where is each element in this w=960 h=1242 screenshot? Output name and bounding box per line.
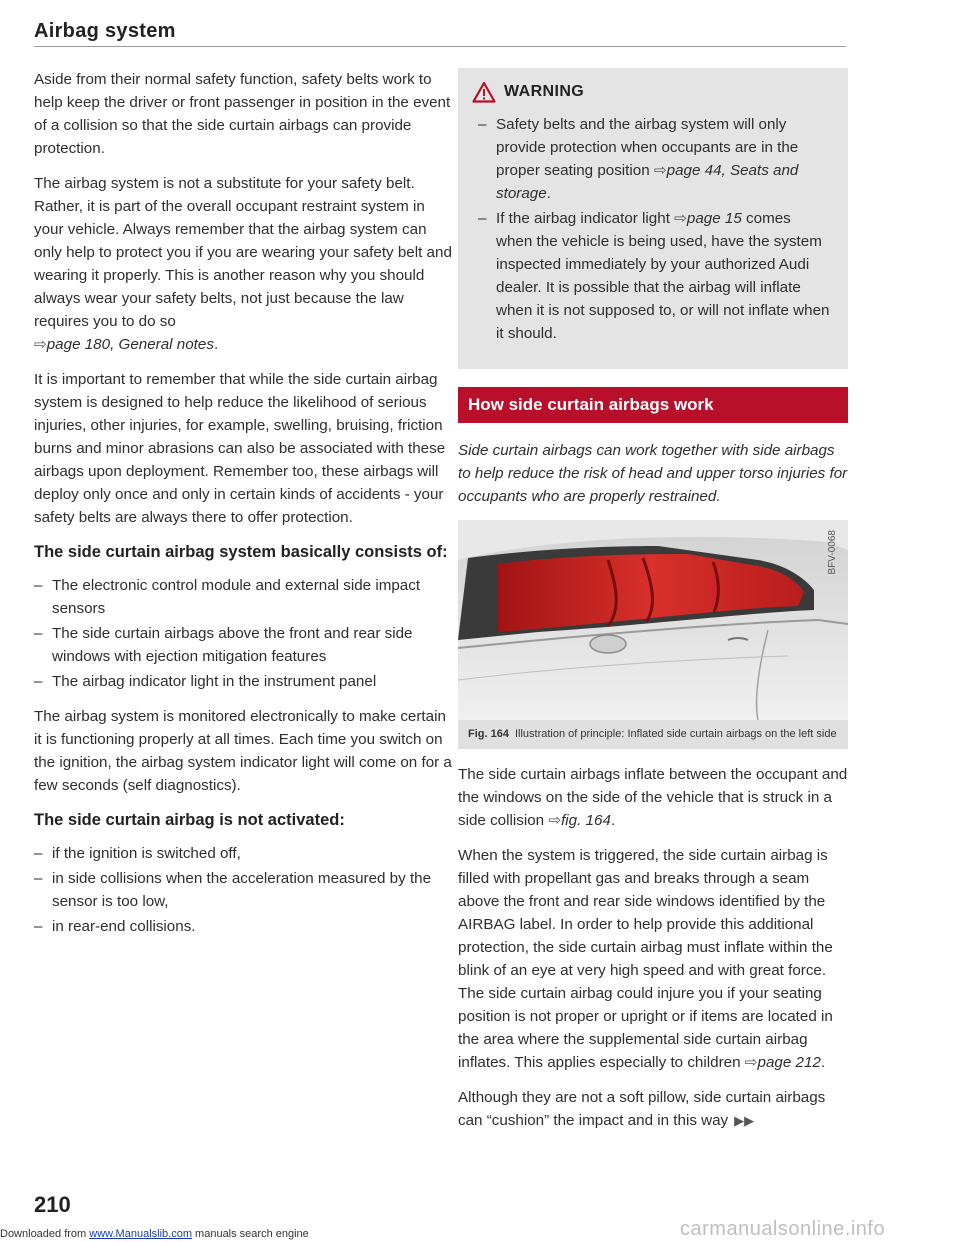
watermark: carmanualsonline.info bbox=[680, 1218, 886, 1240]
page-number: 210 bbox=[34, 1192, 71, 1217]
airbag-illustration bbox=[458, 520, 848, 720]
list-item: – The side curtain airbags above the front and rear side windows with ejection mitigation features bbox=[34, 622, 456, 668]
download-footer: Downloaded from www.Manualslib.com manuals search engine bbox=[0, 1228, 309, 1240]
manualslib-link[interactable]: www.Manualslib.com bbox=[89, 1228, 192, 1240]
right-column bbox=[458, 68, 848, 1144]
list-item: – in side collisions when the acceleration measured by the sensor is too low, bbox=[34, 867, 456, 913]
paragraph: The side curtain airbags inflate between the occupant and the windows on the side of the vehicle that is struck in a side collision ⇨fig. 164. bbox=[458, 766, 848, 829]
paragraph: The airbag system is not a substitute for your safety belt. Rather, it is part of the overall occupant restraint system in your vehicle. Always remember that the airbag system can only help to protect you if you are wearing your safety belt and wearing it properly. This is another reason why you should always wear your safety belts, not just because the law requires you to do so ⇨page 180, General notes. bbox=[34, 175, 452, 353]
list-item: – The electronic control module and external side impact sensors bbox=[34, 574, 456, 620]
list-item: – if the ignition is switched off, bbox=[34, 842, 456, 865]
page-reference-link[interactable]: page 15 bbox=[686, 210, 742, 227]
subheading: The side curtain airbag is not activated: bbox=[34, 811, 345, 829]
figure-code: BFV-0068 bbox=[827, 530, 838, 575]
section-intro: Side curtain airbags can work together with side airbags to help reduce the risk of head and upper torso injuries for occupants who are properly restrained. bbox=[458, 442, 848, 505]
arrow-right-icon: ⇨ bbox=[34, 336, 47, 353]
warning-title: WARNING bbox=[504, 83, 585, 100]
arrow-right-icon: ⇨ bbox=[653, 162, 667, 179]
warning-box bbox=[458, 68, 848, 369]
continue-arrow-icon: ▶▶ bbox=[734, 1113, 755, 1128]
page-reference-link[interactable]: page 180, General notes bbox=[46, 336, 214, 353]
arrow-right-icon: ⇨ bbox=[674, 210, 687, 227]
section-title-bar: How side curtain airbags work bbox=[458, 387, 848, 423]
warning-triangle-icon bbox=[472, 81, 496, 103]
paragraph: Aside from their normal safety function, safety belts work to help keep the driver or front passenger in position in the event of a collision so that the side curtain airbags can provide protection. bbox=[34, 71, 451, 157]
list-item: – Safety belts and the airbag system will only provide protection when occupants are in the proper seating position ⇨page 44, Seats and storage. bbox=[478, 113, 830, 205]
list-item: – If the airbag indicator light ⇨page 15 comes when the vehicle is being used, have the system inspected immediately by your authorized Audi dealer. It is possible that the airbag will inflate when it is not supposed to, or will not inflate when it should. bbox=[478, 207, 830, 345]
arrow-right-icon: ⇨ bbox=[548, 812, 562, 829]
paragraph: The airbag system is monitored electronically to make certain it is functioning properly at all times. Each time you switch on the ignition, the airbag system indicator light will come on for a few seconds (self diagnostics). bbox=[34, 708, 452, 794]
paragraph: It is important to remember that while the side curtain airbag system is designed to help reduce the likelihood of serious injuries, other injuries, for example, swelling, bruising, friction burns and minor abrasions can also be associated with these airbags upon deployment. Remember too, these airbags will deploy only once and only in certain kinds of accidents - your safety belts are always there to offer protection. bbox=[34, 371, 446, 526]
page-reference-link[interactable]: page 212 bbox=[757, 1054, 821, 1071]
figure-reference-link[interactable]: fig. 164 bbox=[561, 812, 611, 829]
header-rule bbox=[34, 46, 846, 47]
list-item: – in rear-end collisions. bbox=[34, 915, 456, 938]
warning-list bbox=[478, 113, 830, 345]
car-side-curtain-airbag-image bbox=[458, 520, 848, 720]
condition-list bbox=[34, 842, 456, 938]
warning-header bbox=[472, 80, 830, 103]
figure-label: Fig. 164 bbox=[468, 728, 509, 740]
list-item: – The airbag indicator light in the instrument panel bbox=[34, 670, 456, 693]
subheading: The side curtain airbag system basically consists of: bbox=[34, 543, 448, 561]
paragraph: Although they are not a soft pillow, side curtain airbags can “cushion” the impact and in this way ▶▶ bbox=[458, 1089, 826, 1129]
paragraph: When the system is triggered, the side curtain airbag is filled with propellant gas and breaks through a seam above the front and rear side windows identified by the AIRBAG label. In order to help provide this additional protection, the side curtain airbag must inflate within the blink of an eye at very high speed and with great force. The side curtain airbag could injure you if your seating position is not proper or upright or if items are located in the area where the supplemental side curtain airbag inflates. This applies especially to children ⇨page 212. bbox=[458, 847, 833, 1071]
arrow-right-icon: ⇨ bbox=[744, 1054, 758, 1071]
section-header-title: Airbag system bbox=[34, 20, 176, 42]
left-column bbox=[34, 68, 456, 950]
figure-caption: Fig. 164 Illustration of principle: Inflated side curtain airbags on the left side bbox=[458, 720, 848, 749]
page-reference-link[interactable]: page 44, Seats and storage bbox=[496, 162, 799, 202]
component-list bbox=[34, 574, 456, 693]
